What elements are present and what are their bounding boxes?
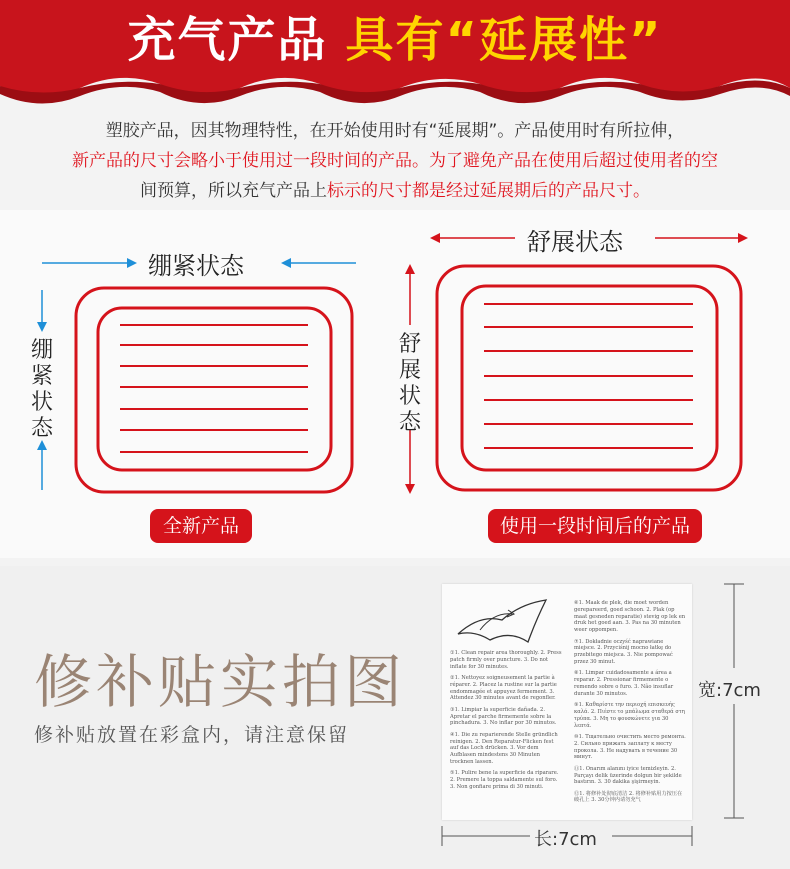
tight-state-vertical-label: 绷紧状态 [30,338,53,441]
diagram-panel [0,210,790,558]
used-product-badge: 使用一段时间后的产品 [488,509,702,543]
instruction-block: ⑫1. 将修补处彻底清洁 2. 将修补贴用力按压在破孔上 3. 30分钟内请勿充气 [574,790,683,804]
banner-title-yellow: 具有“延展性” [345,12,663,68]
instruction-block: ⑪1. Onarım alanını iyice temizleyin. 2. Parçayı delik üzerinde dolgun bir şekilde bastırın. 3. 30 dakika şişirmeyin. [574,765,682,786]
instruction-block: ⑨1. Καθαρίστε την περιοχή επισκευής καλά. 2. Πιέστε το μπάλωμα σταθερά στη τρύπα. 3. Μη το φουσκώνετε για 30 λεπτά. [574,702,685,729]
intro-line-1: 塑胶产品，因其物理特性，在开始使用时有“延展期”。产品使用时有所拉伸， [105,121,685,141]
instruction-block: ⑧1. Limpar cuidadosamente a área a reparar. 2. Pressionar firmemente o remendo sobre o furo. 3. Não insuflar durante 30 minutos. [574,670,674,697]
banner-title [0,8,790,72]
instruction-block: ⑤1. Pulire bene la superficie da riparare. 2. Premere la toppa saldamente sul foro. 3. Non gonfiare prima di 30 minuti. [450,770,559,790]
new-product-badge: 全新产品 [150,509,252,543]
instruction-block: ⑦1. Dokładnie oczyść naprawiane miejsce. 2. Przyciśnij mocno łatkę do przebitego miejsca. 3. Nie pompować przez 30 minut. [574,638,673,665]
header-banner [0,0,790,110]
intro-line-3a: 间预算，所以充气产品上 [140,181,327,201]
photo-title: 修补贴实拍图 [34,648,407,716]
instruction-block: ⑥1. Maak de plek, die moet worden gerepareerd, goed schoon. 2. Plak (op maat gesneden reparatie) stevig op lek en druk het goed aan. 3. Pas na 30 minuten weer oppompen. [574,600,686,634]
stretch-state-vertical-label: 舒展状态 [398,332,421,435]
stretch-state-label: 舒展状态 [527,228,623,256]
instruction-block: ④1. Die zu reparierende Stelle gründlich reinigen. 2. Den Reparatur-Flicken fest auf das Loch drücken. 3. Vor dem Aufblasen mindestens 30 Minuten trocknen lassen. [450,731,558,765]
instructions-right-column [574,600,686,809]
intro-line-3 [0,176,790,206]
banner-title-white: 充气产品 [127,12,328,68]
patch-illustration-icon [450,590,560,652]
tight-state-label: 绷紧状态 [148,252,244,280]
length-dimension-label: 长:7cm [534,829,597,850]
repair-patch-card [442,584,692,820]
instruction-block: ③1. Limpiar la superficie dañada. 2. Apretar el parche firmemente sobre la pinchadura. 3. No inflar por 30 minutos. [450,706,557,727]
intro-line-3b: 标示的尺寸都是经过延展期后的产品尺寸。 [327,181,650,201]
photo-subtitle: 修补贴放置在彩盒内，请注意保留 [34,724,350,746]
intro-paragraph [0,116,790,206]
instruction-block: ①1. Clean repair area thoroughly. 2. Press patch firmly over puncture. 3. Do not inflate for 30 minutes. [450,650,562,670]
instruction-block: ⑩1. Тщательно очистить место ремонта. 2. Сильно прижать заплату к месту прокола. 3. Не надувать в течение 30 минут. [574,733,686,761]
intro-line-2: 新产品的尺寸会略小于使用过一段时间的产品。为了避免产品在使用后超过使用者的空 [72,151,718,171]
instructions-left-column [450,650,562,795]
width-dimension-label: 宽:7cm [698,680,761,701]
instruction-block: ②1. Nettoyez soigneusement la partie à réparer. 2. Placez la rustine sur la partie endommagée et appuyez fermement. 3. Attendez 30 minutes avant de regonfler. [450,674,557,702]
